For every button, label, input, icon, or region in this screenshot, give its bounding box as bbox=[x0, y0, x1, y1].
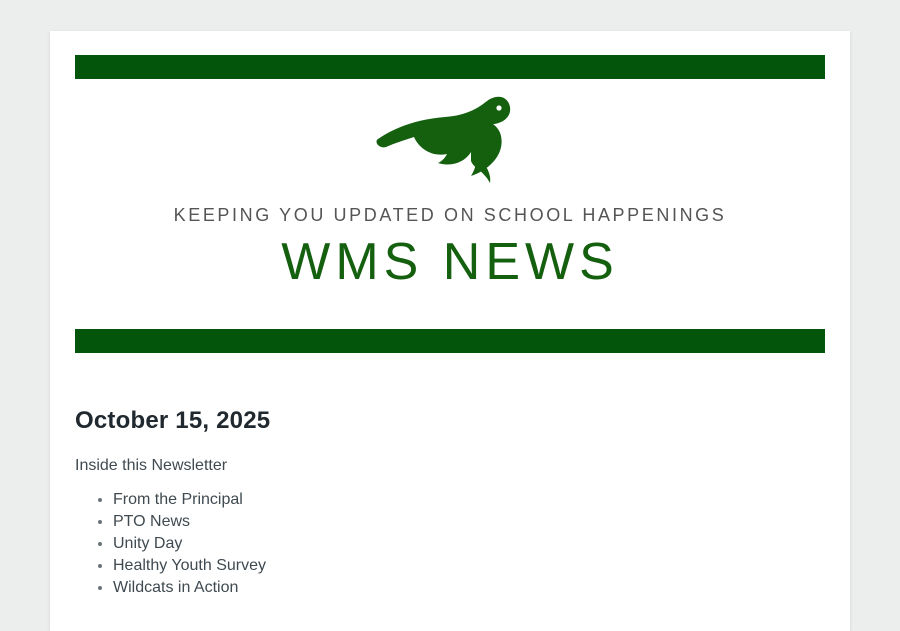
toc-item-label: Healthy Youth Survey bbox=[113, 557, 266, 575]
list-item[interactable] bbox=[113, 489, 825, 511]
wildcat-panther-logo-icon bbox=[50, 91, 850, 191]
list-item[interactable] bbox=[113, 511, 825, 533]
newsletter-masthead-title: WMS NEWS bbox=[281, 233, 619, 291]
table-of-contents bbox=[75, 489, 825, 599]
newsletter-document bbox=[50, 31, 850, 631]
toc-item-label: PTO News bbox=[113, 513, 191, 531]
newsletter-body bbox=[50, 407, 850, 599]
toc-item-label: From the Principal bbox=[113, 491, 243, 509]
list-item[interactable] bbox=[113, 533, 825, 555]
footer-rule-bar bbox=[75, 329, 825, 353]
list-item[interactable] bbox=[113, 555, 825, 577]
header-rule-bar bbox=[75, 55, 825, 79]
newsletter-tagline: KEEPING YOU UPDATED ON SCHOOL HAPPENINGS bbox=[173, 205, 727, 225]
toc-item-label: Wildcats in Action bbox=[113, 579, 239, 597]
issue-date: October 15, 2025 bbox=[75, 407, 271, 435]
toc-item-label: Unity Day bbox=[113, 535, 183, 553]
list-item[interactable] bbox=[113, 577, 825, 599]
logo-area bbox=[50, 79, 850, 191]
inside-newsletter-label: Inside this Newsletter bbox=[75, 457, 228, 475]
